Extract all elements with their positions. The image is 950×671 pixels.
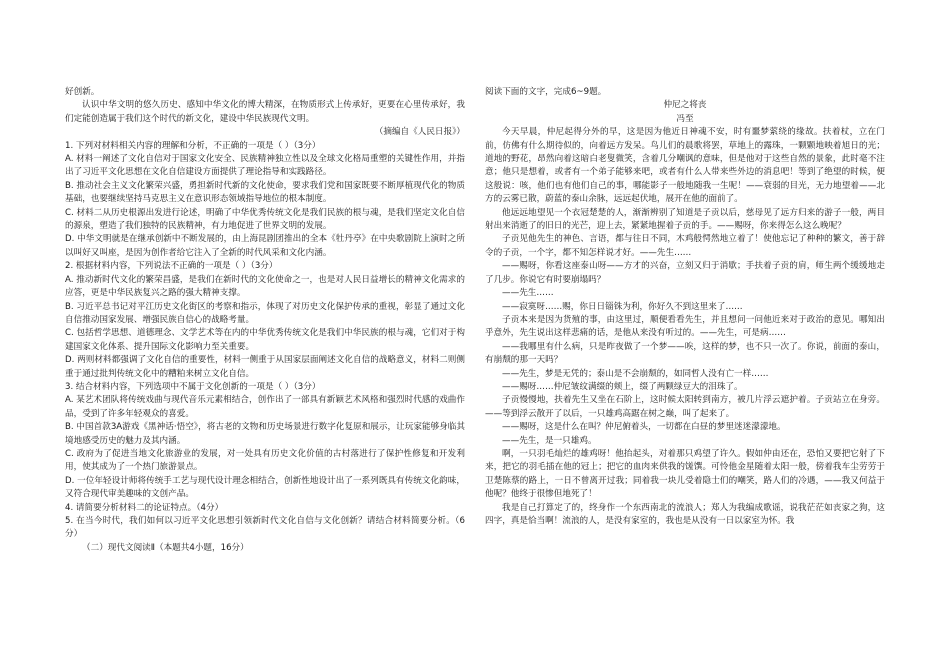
- paragraph: ——先生，梦是无凭的；泰山是不会崩颓的，如同哲人没有亡一样……: [502, 368, 769, 379]
- question-1-option-b: B. 推动社会主义文化繁荣兴盛，勇担新时代新的文化使命，要求我们党和国家既要不断厚植现代化的物质基础，也要继续坚持马克思主义在意识形态领域指导地位的根本制度。: [65, 180, 465, 205]
- paragraph: 他远远地望见一个衣冠楚楚的人，渐渐辨别了知道是子贡以后，慈母见了远方归来的游子一般，两目射出来消逝了的旧日的光芒，迎上去，紧紧地握着子贡的手。——赐呀，你来得怎么这么晚呢？: [485, 207, 885, 232]
- question-3-option-b: B. 中国首款3A游戏《黑神话·悟空》，将古老的文物和历史场景进行数字化复原和展示，让玩家能够身临其境地感受历史的魅力及其内涵。: [65, 422, 465, 446]
- paragraph: 子贡本来是因为货殖的事，由这里过，顺便看看先生，并且想问一问他近来对于政治的意见。哪知出乎意外，先生说出这样悲痛的话，是他从来没有听过的。——先生，可是病……: [485, 314, 885, 339]
- question-2-option-a: A. 推动新时代文化的繁荣昌盛，是我们在新时代的文化使命之一，也是对人民日益增长的精神文化需求的应答，更是中华民族复兴之路的强大精神支撑。: [65, 274, 465, 299]
- paragraph: ——寂寞呀……赐，你日日锱铢为利，你好久不到这里来了……: [502, 301, 743, 312]
- question-5: 5. 在当今时代，我们如何以习近平文化思想引领新时代文化自信与文化创新？请结合材料简要分析。（6分）: [65, 516, 465, 540]
- paragraph: ——先生，是一只雄鸡。: [502, 435, 597, 446]
- question-3-option-c: C. 政府为了促进当地文化旅游业的发展，对一处具有历史文化价值的古村落进行了保护性修复和开发利用，使其成为了一个热门旅游景点。: [65, 448, 465, 473]
- paragraph: 子贡见他先生的神色、言语，都与往日不同，木鸡般愕然地立着了！使他忘记了种种的繁文，善于辞令的子贡，一个字，都不知怎样说才好。——先生……: [485, 234, 885, 258]
- question-2-option-c: C. 包括哲学思想、道德理念、文学艺术等在内的中华优秀传统文化是我们中华民族的根与魂，它们对于构建国家文化体系、提升国际文化影响力至关重要。: [65, 328, 465, 352]
- question-3-option-d: D. 一位年轻设计师将传统手工艺与现代设计理念相结合，创新性地设计出了一系列既具有传统文化韵味，又符合现代审美趣味的文创产品。: [65, 475, 465, 500]
- paragraph: ——赐呀，你看这座泰山呀——方才的兴奋，立刻又归于消歇；手扶着子贡的肩，师生两个缓缓地走了几步。你说它有时要崩塌吗？: [485, 261, 885, 285]
- source-citation: （摘编自《人民日报》）: [374, 127, 465, 138]
- paragraph: 我是自己打算定了的，终身作一个东西南北的流浪人；郑人为我编成歌谣，说我茫茫如丧家之狗，这四字，真是恰当啊！流浪的人，是没有家室的，我也是从没有一日以家室为怀。我: [485, 502, 885, 526]
- question-1-option-c: C. 材料二从历史根源出发进行论述，明确了中华优秀传统文化是我们民族的根与魂，是我们坚定文化自信的源泉，塑造了我们独特的民族精神，有力地促进了世界文明的发展。: [65, 207, 465, 232]
- left-column: [65, 86, 465, 555]
- paragraph: ——我哪里有什么病，只是昨夜做了一个梦——唉，这样的梦，也不只一次了。你说，前面的泰山，有崩颓的那一天吗？: [485, 341, 885, 366]
- section-heading: （二）现代文阅读Ⅱ（本题共4小题，16分）: [82, 542, 249, 553]
- paragraph: 子贡慢慢地，扶着先生又坐在石阶上，这时候太阳转到南方，被几片浮云遮护着。子贡站立在身旁。——等到浮云散开了以后，一只雄鸡高踞在树之巅，叫了起来了。: [485, 395, 885, 419]
- intro-paragraph: 认识中华文明的悠久历史、感知中华文化的博大精深，在物质形式上传承好，更要在心里传承好，我们定能创造属于我们这个时代的新文化，建设中华民族现代文明。: [65, 100, 465, 124]
- question-1-option-a: A. 材料一阐述了文化自信对于国家文化安全、民族精神独立性以及全球文化格局重塑的关键性作用，并指出了习近平文化思想在文化自信建设方面提供了理论指导和实践路径。: [65, 154, 465, 178]
- paragraph: ——先生……: [502, 288, 554, 299]
- question-1-option-d: D. 中华文明就是在继承创新中不断发展的，由上海昆剧团推出的全本《牡丹亭》在中央歌剧院上演时之所以叫好又叫座，是因为创作者给它注入了全新的时代风采和文化内涵。: [65, 234, 465, 258]
- question-1: 1. 下列对材料相关内容的理解和分析，不正确的一项是（ ）（3分）: [65, 140, 321, 151]
- question-4: 4. 请简要分析材料二的论证特点。（4分）: [65, 502, 224, 513]
- question-3-option-a: A. 某艺术团队将传统戏曲与现代音乐元素相结合，创作出了一部具有新颖艺术风格和强烈时代感的戏曲作品，受到了许多年轻观众的喜爱。: [65, 395, 465, 419]
- article-title: 仲尼之将丧: [663, 100, 707, 111]
- right-column: [485, 86, 885, 528]
- question-2-option-b: B. 习近平总书记对平江历史文化街区的考察和指示，体现了对历史文化保护传承的重视，彰显了通过文化自信推动国家发展、增强民族自信心的战略考量。: [65, 301, 465, 325]
- question-3: 3. 结合材料内容，下列选项中不属于文化创新的一项是（ ）（3分）: [65, 381, 321, 392]
- paragraph: ——赐呀，这是什么在叫？仲尼俯着头，一切都在白昼的梦里迷迷濛濛地。: [502, 422, 786, 433]
- question-2-option-d: D. 两则材料都强调了文化自信的重要性，材料一侧重于从国家层面阐述文化自信的战略意义，材料二则侧重于通过批判传统文化中的糟粕来树立文化自信。: [65, 355, 465, 379]
- paragraph: 今天早晨，仲尼起得分外的早，这是因为他近日神魂不安，时有噩梦萦绕的缘故。扶着杖，立在门前，仿佛有什么期待似的，向着远方发呆。鸟儿们的晨歌将罢，草地上的露珠，一颗颗地映着旭日的光；道地的野花，昂然向着这暗白老叟微笑，含着几分嘲讽的意味，但是他对于这些自然的景象，此时毫不注意；他只是想着，或者有一个弟子能够来吧，或者有什么人带来些外边的消息吧！等到了绝望的时候，便这般说：咳，他们也有他们自己的事，哪能影子一般地随我一生呢！——衰弱的目光，无力地望着——北方的云雾已散，蔚蓝的泰山余脉，远远起伏地，展开在他的面前了。: [485, 127, 885, 205]
- article-author: 冯至: [676, 113, 694, 124]
- paragraph: ——赐呀……仲尼皱纹满缀的颊上，缀了两颗绿豆大的泪珠了。: [502, 381, 743, 392]
- paragraph: 啊，一只羽毛灿烂的雄鸡呀！他抬起头，对着那只鸡望了许久。假如仲由还在，恐怕又要把它射了下来，把它的羽毛插在他的冠上；把它的血肉来供我的馐馔。可怜他金星随着太阳一般，傍着我车尘劳劳于卫楚陈蔡的路上，一日不曾离开过我；同着我一块儿受着隐士们的嘲笑，路人们的冷遇，——我又何益于他呢？他终于很惨但地死了！: [485, 448, 885, 500]
- question-2: 2. 根据材料内容，下列说法不正确的一项是（ ）（3分）: [65, 261, 278, 272]
- reading-instruction: 阅读下面的文字，完成6~9题。: [485, 87, 607, 97]
- text-line: 好创新。: [65, 87, 100, 97]
